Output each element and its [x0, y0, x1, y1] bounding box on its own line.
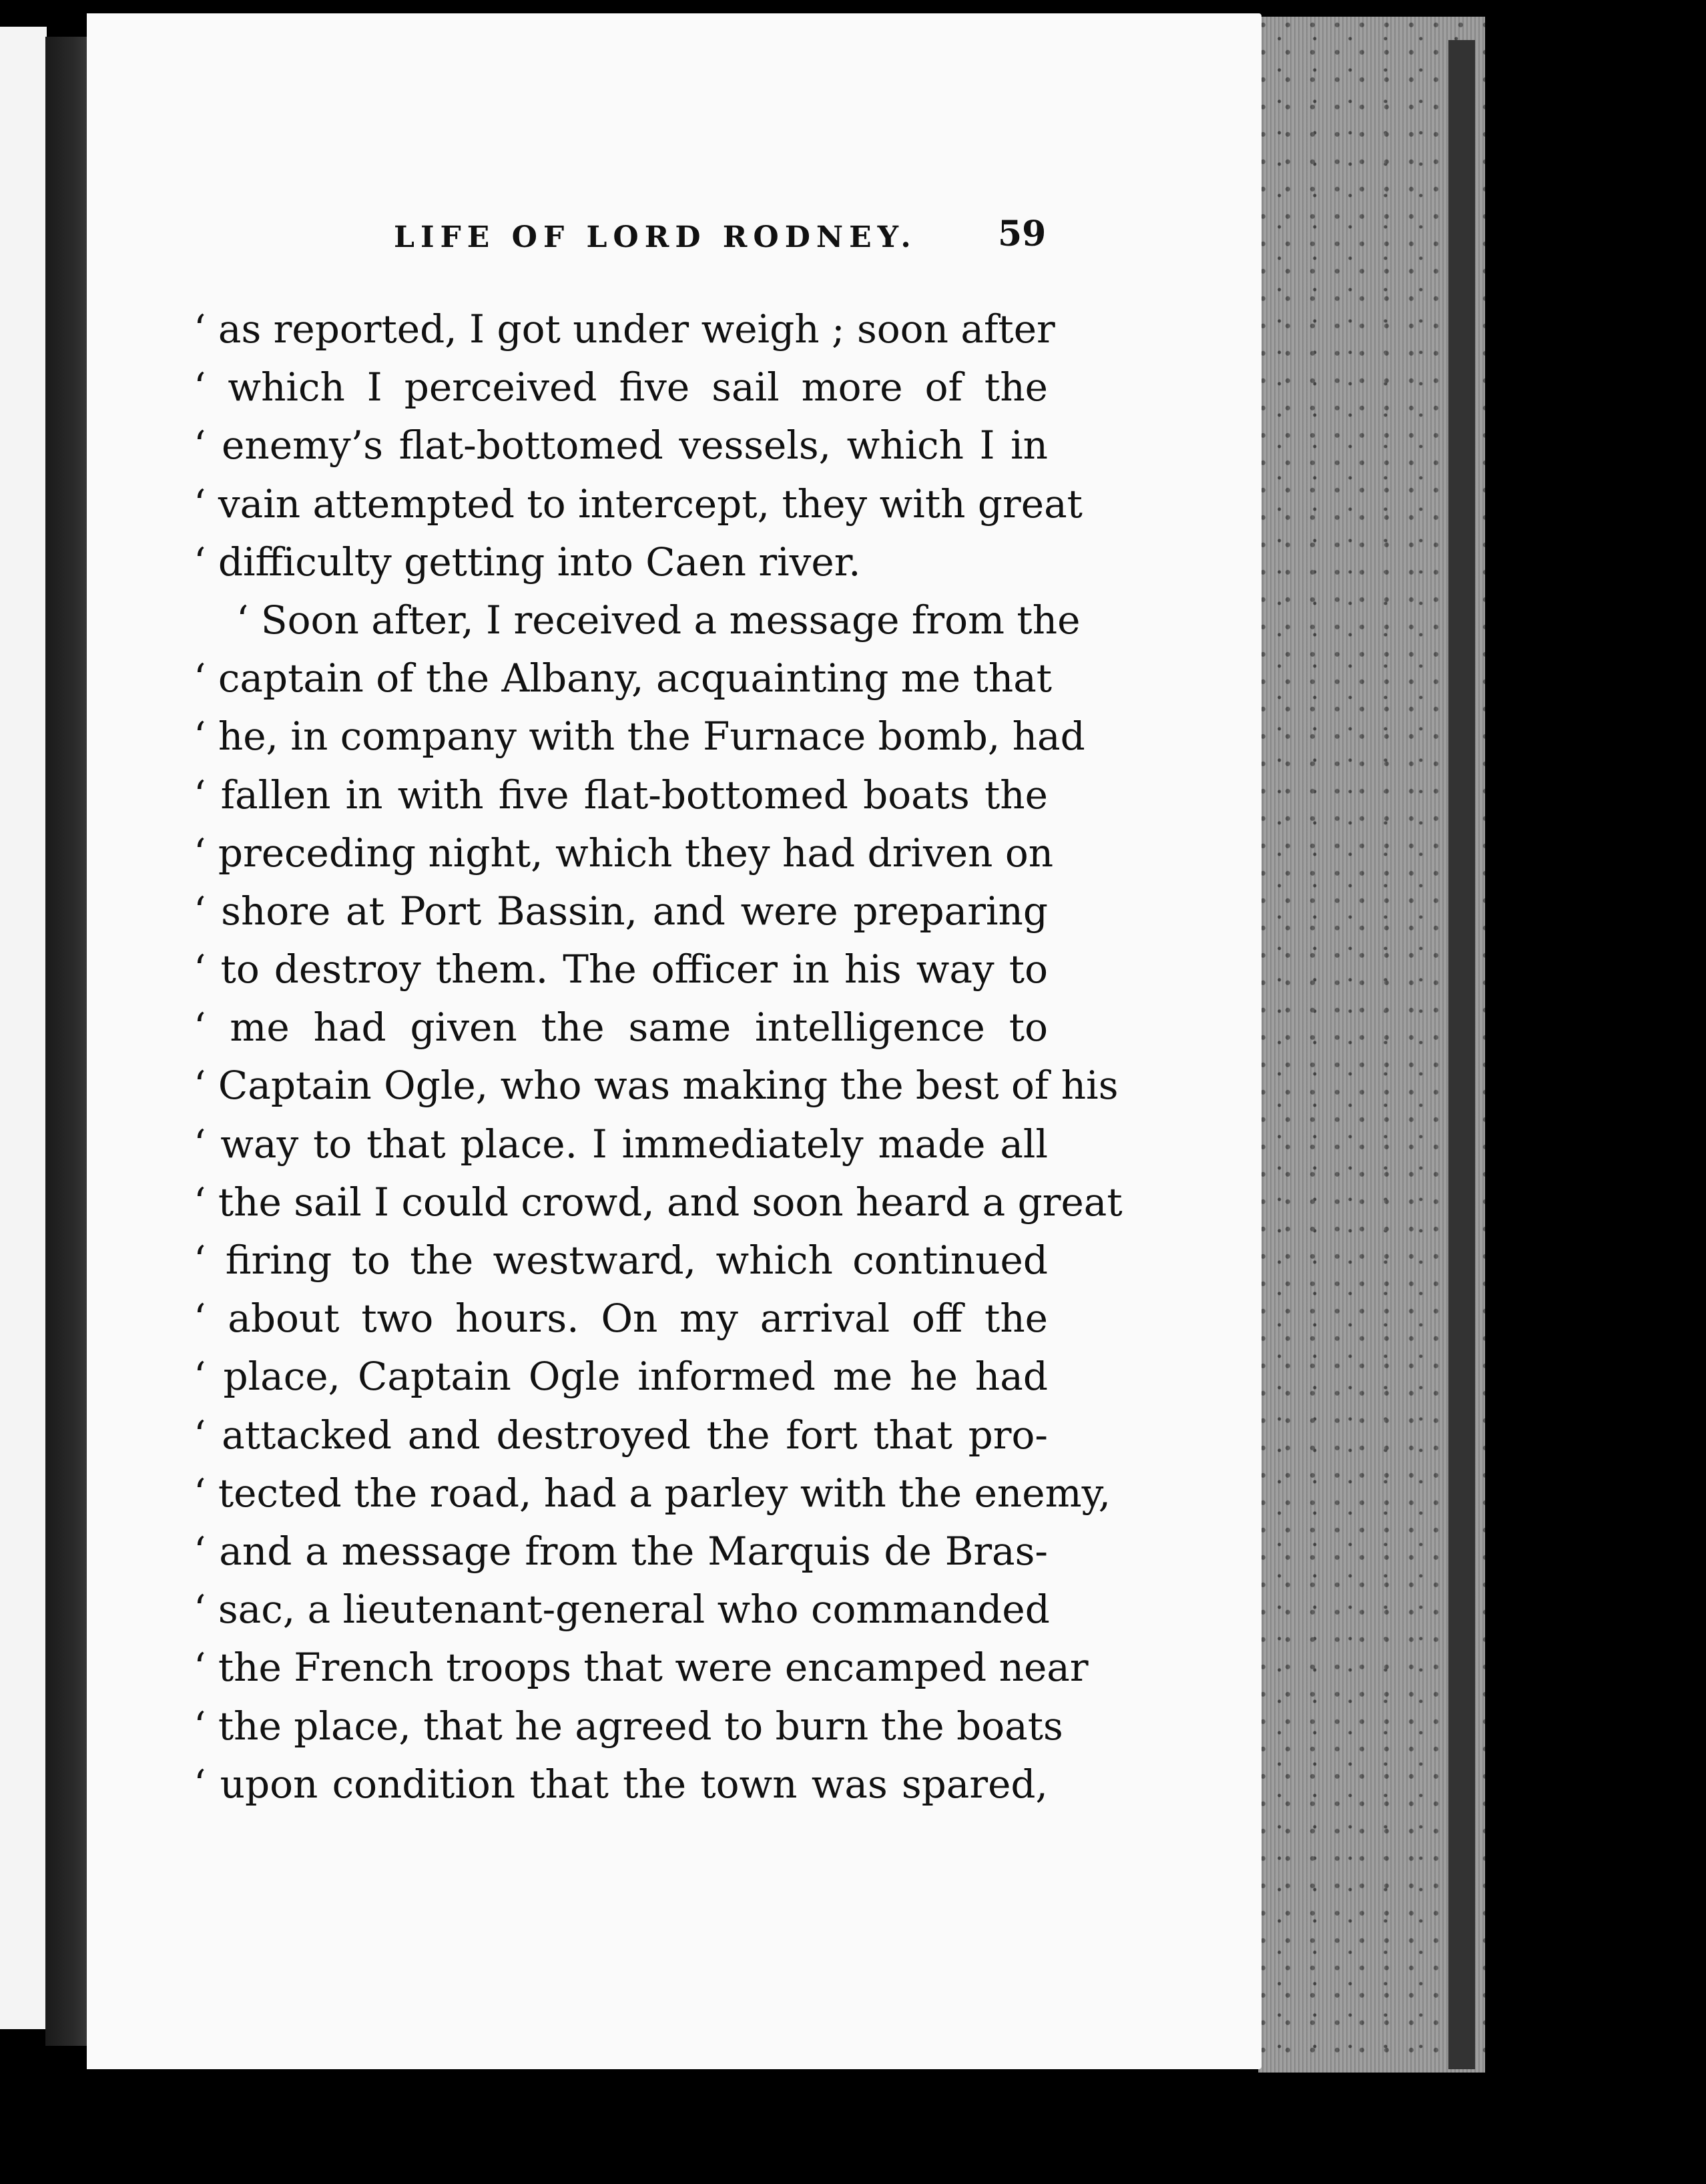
- text-line: ‘ preceding night, which they had driven on: [194, 830, 1054, 876]
- text-line: ‘ the French troops that were encamped near: [194, 1645, 1089, 1691]
- body-text: [194, 300, 1123, 1814]
- text-line: ‘ place, Captain Ogle informed me he had: [194, 1354, 1048, 1400]
- text-line: ‘ he, in company with the Furnace bomb, had: [194, 714, 1085, 760]
- page-fore-edge-shadow: [1448, 40, 1475, 2069]
- text-line: ‘ the sail I could crowd, and soon heard a great: [194, 1179, 1123, 1225]
- text-line: ‘ and a message from the Marquis de Bras-: [194, 1528, 1048, 1574]
- text-line: ‘ to destroy them. The officer in his way to: [194, 946, 1048, 993]
- text-line: ‘ attacked and destroyed the fort that pro-: [194, 1412, 1048, 1458]
- running-head: LIFE OF LORD RODNEY.: [394, 220, 917, 254]
- text-line: ‘ which I perceived five sail more of the: [194, 364, 1048, 411]
- text-line: ‘ captain of the Albany, acquainting me that: [194, 655, 1053, 702]
- text-line: ‘ firing to the westward, which continued: [194, 1238, 1048, 1283]
- page-number: 59: [998, 214, 1047, 254]
- text-line: ‘ tected the road, had a parley with the enemy,: [194, 1470, 1111, 1516]
- text-line: ‘ me had given the same intelligence to: [194, 1005, 1048, 1051]
- text-line: ‘ about two hours. On my arrival off the: [194, 1296, 1048, 1342]
- text-line: ‘ upon condition that the town was spared,: [194, 1761, 1048, 1807]
- text-line: ‘ fallen in with five flat-bottomed boats the: [194, 772, 1048, 818]
- text-line: ‘ Soon after, I received a message from the: [236, 597, 1081, 643]
- text-line: ‘ Captain Ogle, who was making the best of his: [194, 1063, 1119, 1109]
- left-page-edge: [0, 27, 47, 2029]
- text-line: ‘ vain attempted to intercept, they with great: [194, 481, 1083, 527]
- text-line: ‘ enemy’s flat-bottomed vessels, which I in: [194, 423, 1048, 469]
- text-line: ‘ the place, that he agreed to burn the boats: [194, 1703, 1063, 1749]
- text-line: ‘ way to that place. I immediately made all: [194, 1121, 1048, 1167]
- text-line: ‘ sac, a lieutenant-general who commanded: [194, 1587, 1050, 1633]
- text-line: ‘ shore at Port Bassin, and were preparing: [194, 888, 1048, 934]
- text-line: ‘ difficulty getting into Caen river.: [194, 539, 861, 585]
- text-line: ‘ as reported, I got under weigh ; soon after: [194, 306, 1055, 352]
